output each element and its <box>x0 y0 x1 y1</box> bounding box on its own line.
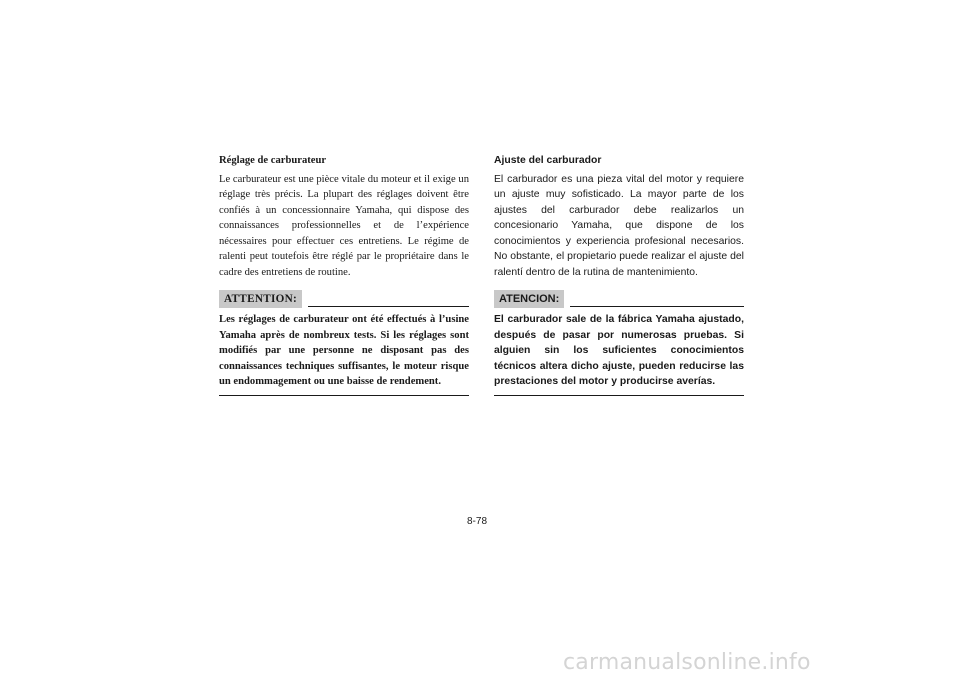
caution-text-fr: Les réglages de carburateur ont été effectués à l’usine Yamaha après de nombreux tests. Si les réglages sont modifiés par une personne ne disposant pas des connaissances techniques suffisantes, le moteur risque un endommagement ou une baisse de rendement. <box>219 312 469 396</box>
watermark-link[interactable]: carmanualsonline.info <box>563 650 811 675</box>
body-text-es: El carburador es una pieza vital del motor y requiere un ajuste muy sofisticado. La mayor parte de los ajustes del carburador debe realizarlos un concesionario Yamaha, que dispone de los conocimientos y experiencia profesional necesarios. No obstante, el propietario puede realizar el ajuste del ralentí dentro de la rutina de mantenimiento. <box>494 173 744 278</box>
caution-label-es: ATENCION: <box>494 290 564 308</box>
caution-header-fr <box>219 286 469 308</box>
page-number: 8-78 <box>467 516 488 527</box>
spanish-column <box>494 153 744 396</box>
caution-rule-es <box>570 306 744 307</box>
section-heading-fr: Réglage de carburateur <box>219 155 327 166</box>
section-heading-es: Ajuste del carburador <box>494 155 602 166</box>
caution-rule-fr <box>308 306 469 307</box>
body-text-fr: Le carburateur est une pièce vitale du moteur et il exige un réglage très précis. La plupart des réglages doivent être confiés à un concessionnaire Yamaha, qui dispose des connaissances professionnelles et de l’expérience nécessaires pour effectuer ces entretiens. Le régime de ralenti peut toutefois être réglé par le propriétaire dans le cadre des entretiens de routine. <box>219 173 469 278</box>
caution-label-fr: ATTENTION: <box>219 290 302 308</box>
french-column <box>219 153 469 396</box>
caution-header-es <box>494 286 744 308</box>
caution-text-es: El carburador sale de la fábrica Yamaha ajustado, después de pasar por numerosas pruebas. Si alguien sin los suficientes conocimientos técnicos altera dicho ajuste, pueden reducirse las prestaciones del motor y producirse averías. <box>494 312 744 396</box>
